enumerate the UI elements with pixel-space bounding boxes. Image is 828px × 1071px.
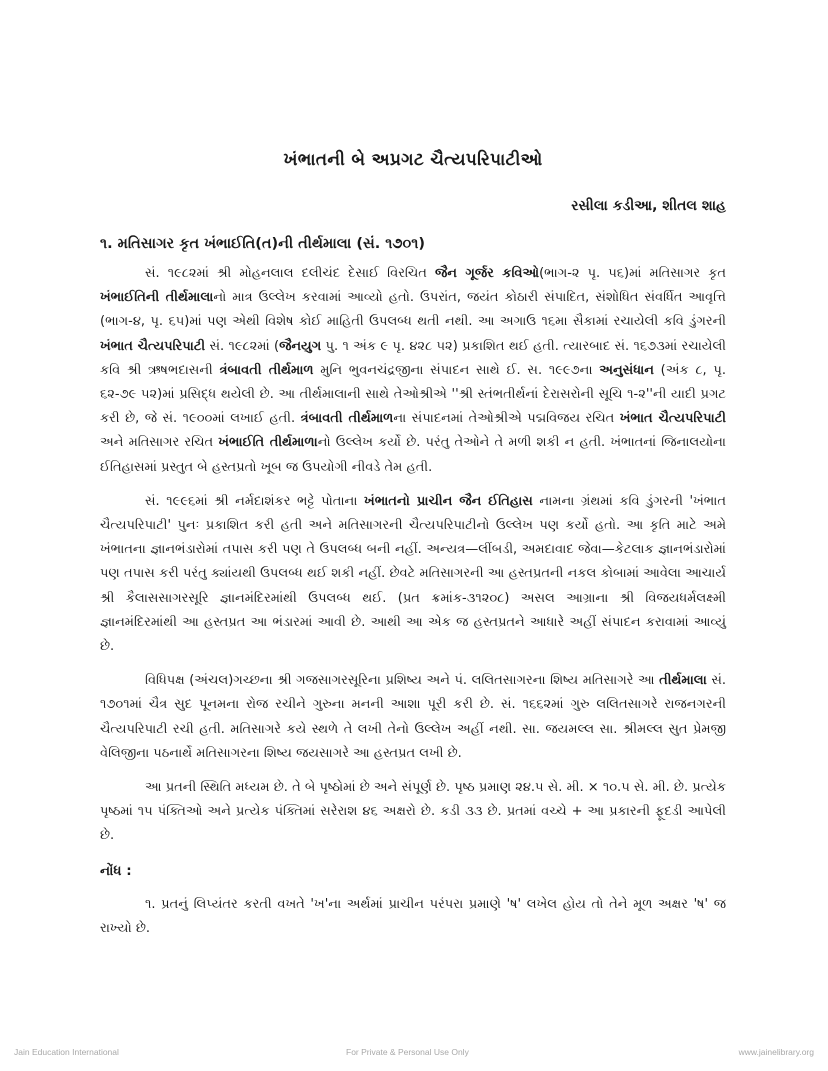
text-run: સં. ૧૯૮૨માં ( xyxy=(205,338,280,354)
text-run: નો ઉલ્લેખ કર્યો છે. પરંતુ તેઓને તે મળી શકી ન હતી. ખંભાતનાં જિનાલયોના ઈતિહાસમાં પ્રસ્તુત બે હસ્તપ્રતો ખૂબ જ ઉપયોગી નીવડે તેમ હતી. xyxy=(100,435,726,475)
text-run: ના સંપાદનમાં તેઓશ્રીએ પદ્મવિજય રચિત xyxy=(393,411,620,427)
footer-website-link[interactable]: www.jainelibrary.org xyxy=(738,1047,814,1057)
text-run: સં. ૧૯૮૨માં શ્રી મોહનલાલ દલીચંદ દેસાઈ વિરચિત xyxy=(145,266,435,281)
section-heading: ૧. મતિસાગર કૃત ખંભાઈતિ(ત)ની તીર્થમાલા (સં. ૧૭૦૧) xyxy=(100,236,425,252)
bold-title-reference: ખંભાતનો પ્રાચીન જૈન ઈતિહાસ xyxy=(364,493,533,509)
footer-usage-notice: For Private & Personal Use Only xyxy=(346,1047,469,1057)
text-run: મુનિ ભુવનચંદ્રજીના સંપાદન સાથે ઈ. સ. ૧૯૯૭ના xyxy=(313,362,600,378)
text-run: (ભાગ-૨ પૃ. ૫૬)માં મતિસાગર કૃત xyxy=(539,266,727,281)
bold-title-reference: અનુસંધાન xyxy=(599,362,654,378)
bold-title-reference: તીર્થમાલા xyxy=(659,673,707,689)
paragraph xyxy=(100,669,726,766)
text-run: સં. ૧૭૦૧માં ચૈત્ર સુદ પૂનમના રોજ રચીને ગુરુના મનની આશા પૂરી કરી છે. સં. ૧૬૬૨માં ગુરુ લલિતસાગરે રાજનગરની ચૈત્યપરિપાટી રચી હતી. મતિસાગરે કયે સ્થળે તે લખી તેનો ઉલ્લેખ અહીં નથી. સા. જયમલ્લ સા. શ્રીમલ્લ સુત પ્રેમજી વેલિજીના પઠનાર્થે મતિસાગરના શિષ્ય જયસાગરે આ હસ્તપ્રત લખી છે. xyxy=(100,673,727,761)
paragraph xyxy=(100,776,726,849)
paragraph xyxy=(100,262,726,480)
paragraphs-container xyxy=(100,262,726,849)
text-run: વિધિપક્ષ (અંચલ)ગચ્છના શ્રી ગજસાગરસૂરિના પ્રશિષ્ય અને પં. લલિતસાગરના શિષ્ય મતિસાગરે આ xyxy=(145,673,660,689)
text-run: પુ. ૧ અંક ૯ પૃ. ૪૨૮ ૫૨) પ્રકાશિત થઈ હતી. ત્યારબાદ સં. ૧૬૭૩માં રચાયેલી કવિ શ્રી ઋષભદાસની xyxy=(100,338,726,378)
bold-title-reference: ત્રંબાવતી તીર્થમાળ xyxy=(219,362,314,378)
text-run: અને મતિસાગર રચિત xyxy=(100,435,219,451)
bold-title-reference: ખંભાત ચૈત્યપરિપાટી xyxy=(100,338,206,354)
bold-title-reference: ખંભાઈતિની તીર્થમાલા xyxy=(100,290,214,306)
body-text xyxy=(100,262,726,951)
bold-title-reference: ખંભાઈતિ તીર્થમાળા xyxy=(218,435,318,451)
footer-publisher: Jain Education International xyxy=(14,1047,119,1057)
text-run: આ પ્રતની સ્થિતિ મધ્યમ છે. તે બે પૃષ્ઠોમાં છે અને સંપૂર્ણ છે. પૃષ્ઠ પ્રમાણ ૨૪.૫ સે. મી. × ૧૦.૫ સે. મી. છે. પ્રત્યેક પૃષ્ઠમાં ૧૫ પંક્તિઓ અને પ્રત્યેક પંક્તિમાં સરેરાશ ૪૬ અક્ષરો છે. કડી ૩૩ છે. પ્રતમાં વચ્ચે + આ પ્રકારની ફૂદડી આપેલી છે. xyxy=(100,780,726,844)
bold-title-reference: ખંભાત ચૈત્યપરિપાટી xyxy=(619,411,726,427)
note-heading: નોંધ : xyxy=(100,862,132,879)
note-item: ૧. પ્રતનું લિપ્યંતર કરતી વખતે 'ખ'ના અર્થમાં પ્રાચીન પરંપરા પ્રમાણે 'ષ' લખેલ હોય તો તેને મૂળ અક્ષર 'ષ' જ રાખ્યો છે. xyxy=(100,896,726,937)
text-run: (અંક ૮, પૃ. ૬૨-૭૯ ૫૨)માં પ્રસિદ્ધ થયેલી છે. આ તીર્થમાલાની સાથે તેઓશ્રીએ ''શ્રી સ્તંભતીર્થનાં દેરાસરોની સૂચિ ૧-૨''ની યાદી પ્રગટ કરી છે, જે સં. ૧૯૦૦માં લખાઈ હતી. xyxy=(100,362,726,427)
notes-container xyxy=(100,893,726,941)
authors-line: રસીલા કડીઆ, શીતલ શાહ xyxy=(571,198,726,214)
text-run: નો માત્ર ઉલ્લેખ કરવામાં આવ્યો હતો. ઉપરાંત, જયંત કોઠારી સંપાદિત, સંશોધિત સંવર્ધિત આવૃત્તિ (ભાગ-૪, પૃ. ૬૫)માં પણ એથી વિશેષ કોઈ માહિતી ઉપલબ્ધ થતી નથી. આ અગાઉ ૧૬મા સૈકામાં રચાયેલી કવિ ડુંગરની xyxy=(100,290,726,330)
document-title: ખંભાતની બે અપ્રગટ ચૈત્યપરિપાટીઓ xyxy=(283,150,543,170)
bold-title-reference: ત્રંબાવતી તીર્થમાળ xyxy=(300,411,394,427)
bold-title-reference: જૈનયુગ xyxy=(279,338,322,354)
text-run: નામના ગ્રંથમાં કવિ ડુંગરની 'ખંભાત ચૈત્યપરિપાટી' પુનઃ પ્રકાશિત કરી હતી અને મતિસાગરની ચૈત્યપરિપાટીનો ઉલ્લેખ પણ કર્યો હતો. આ કૃતિ માટે અમે ખંભાતના જ્ઞાનભંડારોમાં તપાસ કરી પણ તે ઉપલબ્ધ બની નહીં. અન્યત્ર—લીંબડી, અમદાવાદ જેવા—કેટલાક જ્ઞાનભંડારોમાં પણ તપાસ કરી પરંતુ ક્યાંયથી ઉપલબ્ધ થઈ શકી નહીં. છેવટે મતિસાગરની આ હસ્તપ્રતની નકલ કોબામાં આવેલા આચાર્ય શ્રી કૈલાસસાગરસૂરિ જ્ઞાનમંદિરમાંથી ઉપલબ્ધ થઈ. (પ્રત ક્રમાંક-૩૧૨૦૮) અસલ આગ્રાના શ્રી વિજયધર્મલક્ષ્મી જ્ઞાનમંદિરમાંથી આ હસ્તપ્રત આ ભંડારમાં આવી છે. આથી આ એક જ હસ્તપ્રતને આધારે અહીં સંપાદન કરાવામાં આવ્યું છે. xyxy=(100,493,726,655)
text-run: સં. ૧૯૯૬માં શ્રી નર્મદાશંકર ભટ્ટે પોતાના xyxy=(145,493,365,509)
bold-title-reference: જૈન ગૂર્જર કવિઓ xyxy=(434,266,540,281)
paragraph xyxy=(100,490,726,659)
